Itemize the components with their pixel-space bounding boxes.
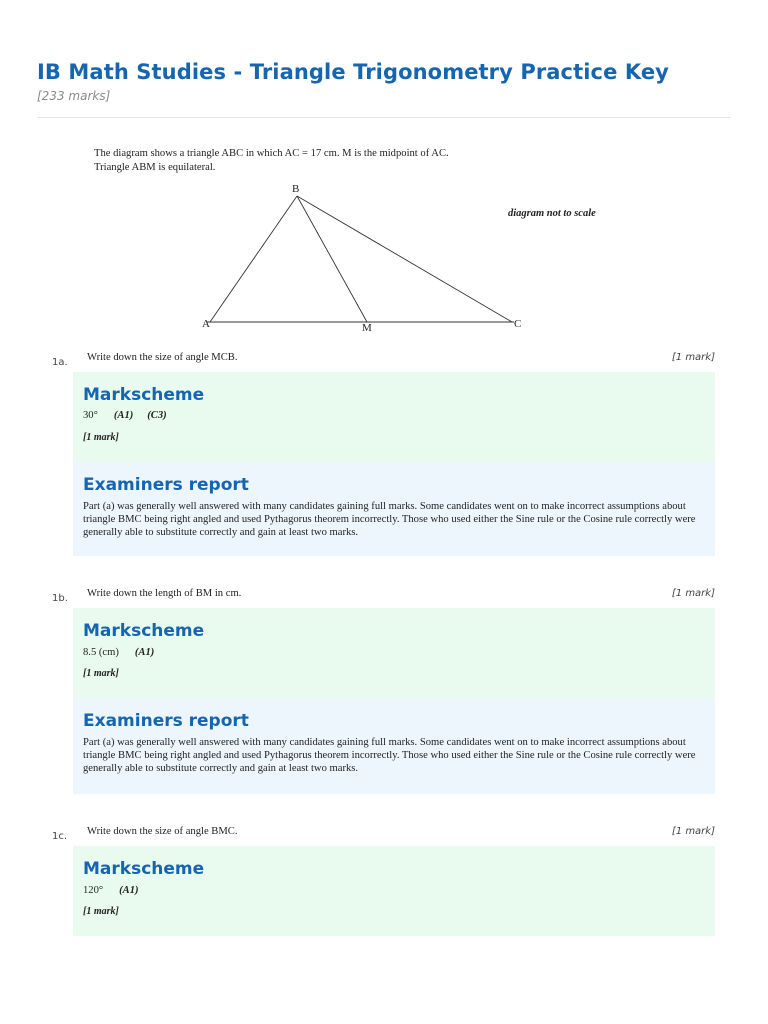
side-ab: [210, 196, 297, 322]
markscheme-answer: [83, 885, 139, 896]
question-text-1b: Write down the length of BM in cm.: [87, 588, 242, 599]
answer-value: 30°: [83, 410, 98, 421]
total-marks: [233 marks]: [37, 89, 111, 103]
examiners-report-1b: [73, 698, 715, 794]
markscheme-1b: [73, 608, 715, 698]
mark-code: (A1): [134, 647, 155, 658]
markscheme-title: Markscheme: [83, 385, 205, 405]
markscheme-mark-note: [1 mark]: [83, 668, 119, 679]
vertex-label-a: A: [202, 318, 210, 330]
vertex-label-b: B: [292, 183, 300, 195]
answer-value: 8.5 (cm): [83, 647, 119, 658]
question-text-1c: Write down the size of angle BMC.: [87, 826, 238, 837]
vertex-label-m: M: [362, 322, 372, 334]
report-text: Part (a) was generally well answered with many candidates gaining full marks. Some candidates went on to make incorrect assumptions about triangle BMC being right angled and used Pythagorus theorem incorrectly. Those who used either the Sine rule or the Cosine rule correctly were generally able to substitute correctly and gain at least two marks.: [83, 737, 696, 775]
intro-line-1: The diagram shows a triangle ABC in which AC = 17 cm. M is the midpoint of AC.: [94, 148, 449, 159]
question-marks-1b: [1 mark]: [671, 588, 715, 599]
question-number-1b: 1b.: [52, 593, 68, 604]
markscheme-1a: [73, 372, 715, 462]
markscheme-title: Markscheme: [83, 859, 205, 879]
question-number-1c: 1c.: [52, 831, 68, 842]
markscheme-1c: [73, 846, 715, 936]
question-text-1a: Write down the size of angle MCB.: [87, 352, 238, 363]
intro-line-2: Triangle ABM is equilateral.: [94, 162, 216, 173]
report-title: Examiners report: [83, 711, 249, 731]
answer-value: 120°: [83, 885, 104, 896]
question-marks-1c: [1 mark]: [671, 826, 715, 837]
markscheme-mark-note: [1 mark]: [83, 432, 119, 443]
question-marks-1a: [1 mark]: [671, 352, 715, 363]
side-bc: [297, 196, 512, 322]
vertex-label-c: C: [514, 318, 522, 330]
examiners-report-1a: [73, 462, 715, 556]
header-divider: [37, 117, 731, 118]
report-title: Examiners report: [83, 475, 249, 495]
markscheme-answer: [83, 647, 154, 658]
question-number-1a: 1a.: [52, 357, 68, 368]
markscheme-answer: [83, 410, 167, 421]
diagram-note: diagram not to scale: [508, 208, 596, 219]
question-intro: [94, 147, 449, 175]
mark-code: (A1): [113, 410, 134, 421]
side-bm: [297, 196, 367, 322]
report-text: Part (a) was generally well answered with many candidates gaining full marks. Some candidates went on to make incorrect assumptions about triangle BMC being right angled and used Pythagorus theorem incorrectly. Those who used either the Sine rule or the Cosine rule correctly were generally able to substitute correctly and gain at least two marks.: [83, 501, 696, 539]
markscheme-title: Markscheme: [83, 621, 205, 641]
mark-code: (C3): [147, 410, 167, 421]
triangle-diagram: [190, 176, 650, 336]
mark-code: (A1): [119, 885, 139, 896]
markscheme-mark-note: [1 mark]: [83, 906, 119, 917]
page-title: IB Math Studies - Triangle Trigonometry Practice Key: [37, 60, 669, 84]
